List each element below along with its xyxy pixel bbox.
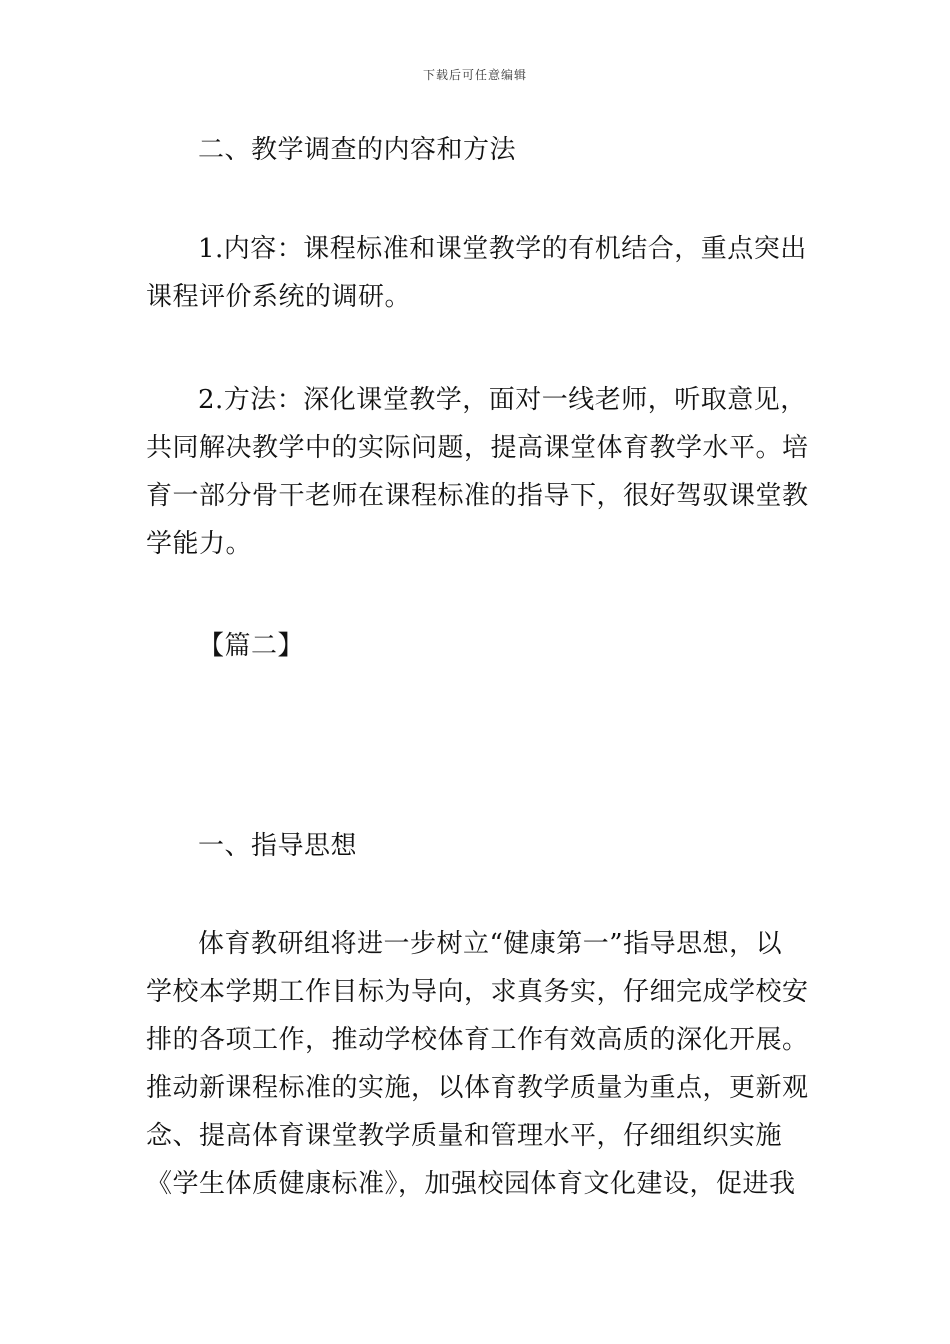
paragraph-line: 《学生体质健康标准》，加强校园体育文化建设，促进我	[146, 1169, 796, 1199]
header-note: 下载后可任意编辑	[422, 68, 527, 82]
heading-text: 一、指导思想	[198, 831, 358, 861]
part-label-text: 【篇二】	[198, 631, 305, 661]
section-heading-guiding-thought	[146, 822, 810, 870]
paragraph-line: 念、提高体育课堂教学质量和管理水平，仔细组织实施	[146, 1121, 783, 1151]
content-item-1	[146, 225, 810, 321]
heading-text: 二、教学调查的内容和方法	[198, 135, 517, 165]
paragraph-line: 课程评价系统的调研。	[146, 282, 412, 312]
method-item-2	[146, 376, 810, 568]
paragraph-line: 1.内容：课程标准和课堂教学的有机结合，重点突出	[198, 234, 807, 264]
section-heading-teaching-survey	[146, 126, 810, 174]
paragraph-line: 推动新课程标准的实施，以体育教学质量为重点，更新观	[146, 1073, 809, 1103]
paragraph-line: 育一部分骨干老师在课程标准的指导下，很好驾驭课堂教	[146, 481, 809, 511]
paragraph-line: 学能力。	[146, 529, 253, 559]
paragraph-line: 共同解决教学中的实际问题，提高课堂体育教学水平。培	[146, 433, 809, 463]
part-label	[146, 622, 810, 670]
paragraph-line: 2.方法：深化课堂教学，面对一线老师，听取意见，	[198, 385, 807, 415]
paragraph-line: 体育教研组将进一步树立“健康第一”指导思想，以	[198, 929, 783, 959]
guiding-thought-paragraph	[146, 920, 810, 1208]
paragraph-line: 学校本学期工作目标为导向，求真务实，仔细完成学校安	[146, 977, 809, 1007]
paragraph-line: 排的各项工作，推动学校体育工作有效高质的深化开展。	[146, 1025, 809, 1055]
